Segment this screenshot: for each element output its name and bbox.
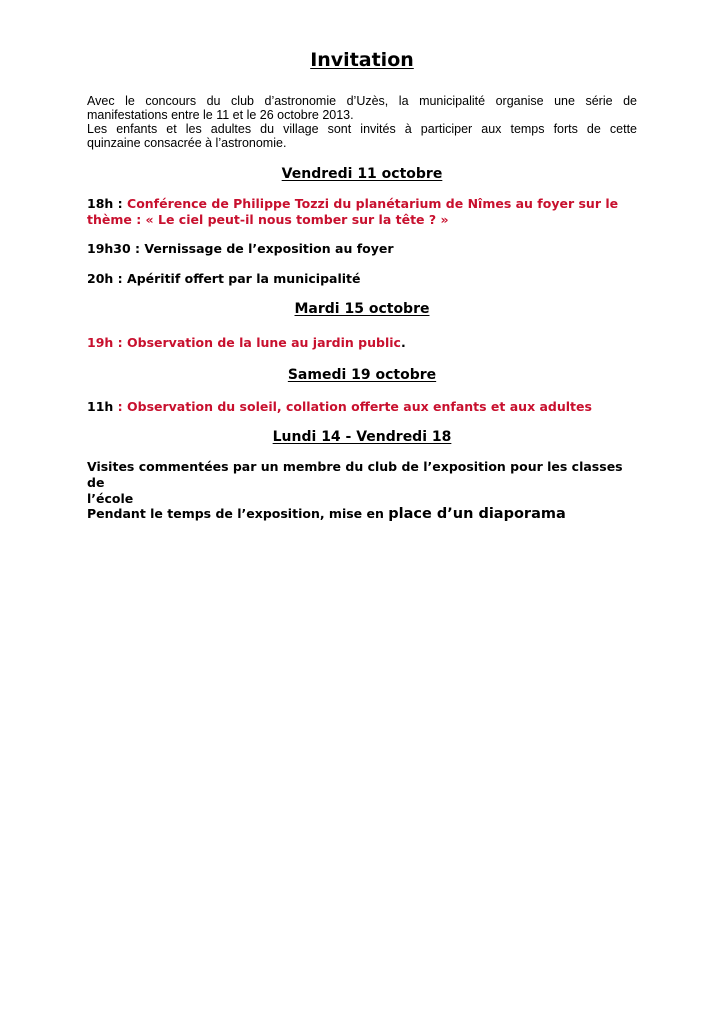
event-time: 11h <box>87 399 114 414</box>
event-text: Conférence de Philippe Tozzi du planétarium de Nîmes au foyer sur le <box>127 196 619 211</box>
event-observation-soleil <box>87 399 637 415</box>
event-text: Visites commentées par un membre du club de l’exposition pour les classes de <box>87 459 623 490</box>
event-time: 18h : <box>87 196 123 211</box>
event-visites <box>87 459 637 507</box>
section-heading-samedi-19: Samedi 19 octobre <box>287 367 437 383</box>
event-conference <box>87 196 637 228</box>
event-time: 19h : <box>87 335 123 350</box>
event-text: Pendant le temps de l’exposition, mise en <box>87 506 384 521</box>
event-text: Apéritif offert par la municipalité <box>127 271 361 286</box>
event-text: : Observation du soleil, collation offerte aux enfants et aux adultes <box>117 399 592 414</box>
intro-line: Les enfants et les adultes du village sont invités à participer aux temps forts de cette <box>87 122 637 136</box>
event-line <box>87 196 637 212</box>
event-observation-lune <box>87 335 637 351</box>
event-text-continued: l’école <box>87 491 134 506</box>
event-vernissage <box>87 241 637 257</box>
event-time: 20h : <box>87 271 123 286</box>
event-text: Observation de la lune au jardin public <box>127 335 401 350</box>
event-text-suffix: . <box>400 335 406 350</box>
intro-line: manifestations entre le 11 et le 26 octobre 2013. <box>87 108 354 122</box>
event-time: 19h30 : <box>87 241 141 256</box>
section-heading-vendredi-11: Vendredi 11 octobre <box>281 166 443 182</box>
event-text: Vernissage de l’exposition au foyer <box>144 241 394 256</box>
intro-line: Avec le concours du club d’astronomie d’Uzès, la municipalité organise une série de <box>87 94 637 108</box>
section-heading-lundi-vendredi: Lundi 14 - Vendredi 18 <box>272 429 452 445</box>
intro-paragraph <box>87 94 637 150</box>
intro-line: quinzaine consacrée à l’astronomie. <box>87 136 287 150</box>
section-heading-mardi-15: Mardi 15 octobre <box>294 301 430 317</box>
document-title: Invitation <box>310 49 414 71</box>
event-diaporama <box>87 506 637 522</box>
event-text-continued: thème : « Le ciel peut-il nous tomber sur la tête ? » <box>87 212 449 227</box>
event-aperitif <box>87 271 637 287</box>
event-text-emphasis: place d’un diaporama <box>388 506 566 522</box>
